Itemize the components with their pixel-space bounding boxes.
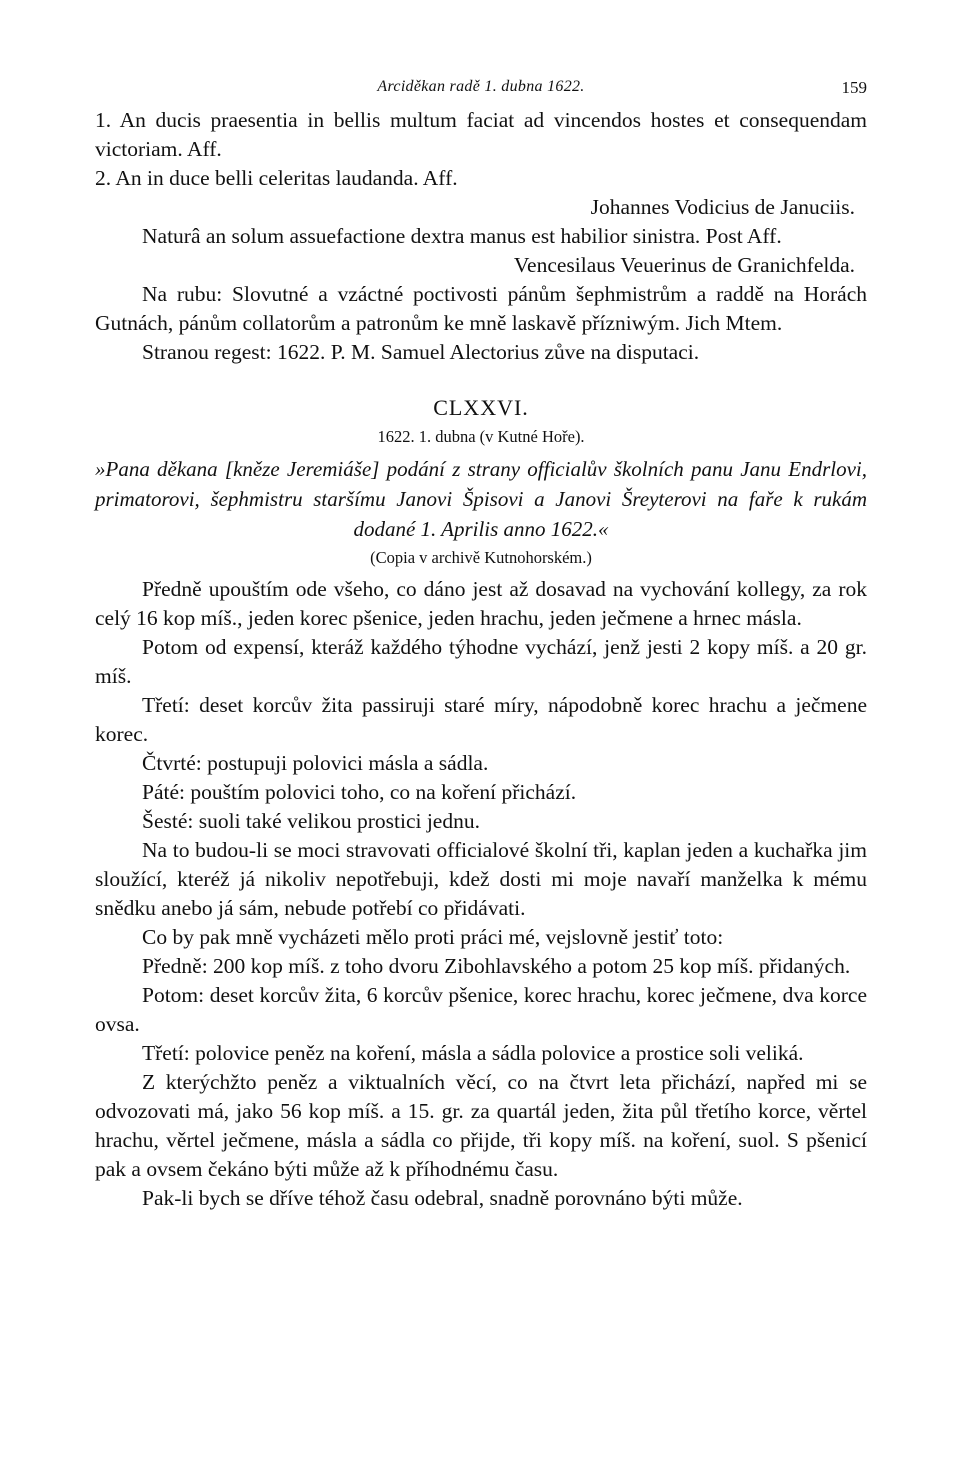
verso-note: Na rubu: Slovutné a vzáctné poctivosti pánům šephmistrům a raddě na Horách Gutnách, pánům collatorům a patronům ke mně laskavě přízniwým. Jich Mtem. xyxy=(95,282,867,335)
paragraph: Šesté: suoli také velikou prostici jednu. xyxy=(142,809,480,833)
page-number: 159 xyxy=(841,78,867,97)
paragraph: Z kterýchžto peněz a viktualních věcí, co na čtvrt leta přichází, napřed mi se odvozovati má, jako 56 kop míš. a 15. gr. za quartál jeden, žita půl třetího korce, věrtel hrachu, věrtel ječmene, másla a sádla co přijde, tři kopy míš. na koření, suol. S pšenicí pak a ovsem čekáno býti může až k příhodnému času. xyxy=(95,1070,867,1181)
page-body xyxy=(95,106,867,1213)
paragraph: Potom od expensí, kteráž každého týhodne vychází, jenž jesti 2 kopy míš. a 20 gr. míš. xyxy=(95,635,867,688)
paragraph: Třetí: deset korcův žita passiruji staré míry, nápodobně korec hrachu a ječmene korec. xyxy=(95,693,867,746)
paragraph: Na to budou-li se moci stravovati officialové školní tři, kaplan jeden a kuchařka jim sloužící, kteréž já nikoliv nepotřebuji, kdež dosti mi moje navaří manželka k mému snědku anebo já sám, nebude potřebí co přidávati. xyxy=(95,838,867,920)
paragraph: Předně: 200 kop míš. z toho dvoru Zibohlavského a potom 25 kop míš. přidaných. xyxy=(142,954,851,978)
paragraph: Co by pak mně vycházeti mělo proti práci mé, vejslovně jestiť toto: xyxy=(142,925,724,949)
thesis-1: 1. An ducis praesentia in bellis multum faciat ad vincendos hostes et consequendam victoriam. Aff. xyxy=(95,108,867,161)
document-source: (Copia v archivě Kutnohorském.) xyxy=(370,548,592,567)
running-title: Arciděkan radě 1. dubna 1622. xyxy=(377,78,585,95)
regest-note: Stranou regest: 1622. P. M. Samuel Alectorius zůve na disputaci. xyxy=(142,340,700,364)
signature-vodicius: Johannes Vodicius de Januciis. xyxy=(590,195,855,219)
paragraph: Třetí: polovice peněz na koření, másla a sádla polovice a prostice soli veliká. xyxy=(142,1041,804,1065)
paragraph: Čtvrté: postupuji polovici másla a sádla. xyxy=(142,751,489,775)
book-page xyxy=(95,72,867,1213)
paragraph: Předně upouštím ode všeho, co dáno jest až dosavad na vychování kollegy, za rok celý 16 kop míš., jeden korec pšenice, jeden hrachu, jeden ječmene a hrnec másla. xyxy=(95,577,867,630)
thesis-2: 2. An in duce belli celeritas laudanda. Aff. xyxy=(95,166,458,190)
paragraph: Potom: deset korcův žita, 6 korcův pšenice, korec hrachu, korec ječmene, dva korce ovsa. xyxy=(95,983,867,1036)
paragraph: Pak-li bych se dříve téhož času odebral, snadně porovnáno býti může. xyxy=(142,1186,743,1210)
document-number: CLXXVI. xyxy=(433,395,529,420)
signature-veuerinus: Vencesilaus Veuerinus de Granichfelda. xyxy=(513,253,855,277)
document-date-place: 1622. 1. dubna (v Kutné Hoře). xyxy=(377,427,585,446)
paragraph: Páté: pouštím polovici toho, co na koření přichází. xyxy=(142,780,577,804)
thesis-3: Naturâ an solum assuefactione dextra manus est habilior sinistra. Post Aff. xyxy=(142,224,782,248)
running-header xyxy=(95,72,867,106)
document-title: »Pana děkana [kněze Jeremiáše] podání z strany officialův školních panu Janu Endrlovi, primatorovi, šephmistru staršímu Janovi Špisovi a Janovi Šreyterovi na faře k rukám dodané 1. Aprilis anno 1622.« xyxy=(95,457,867,541)
